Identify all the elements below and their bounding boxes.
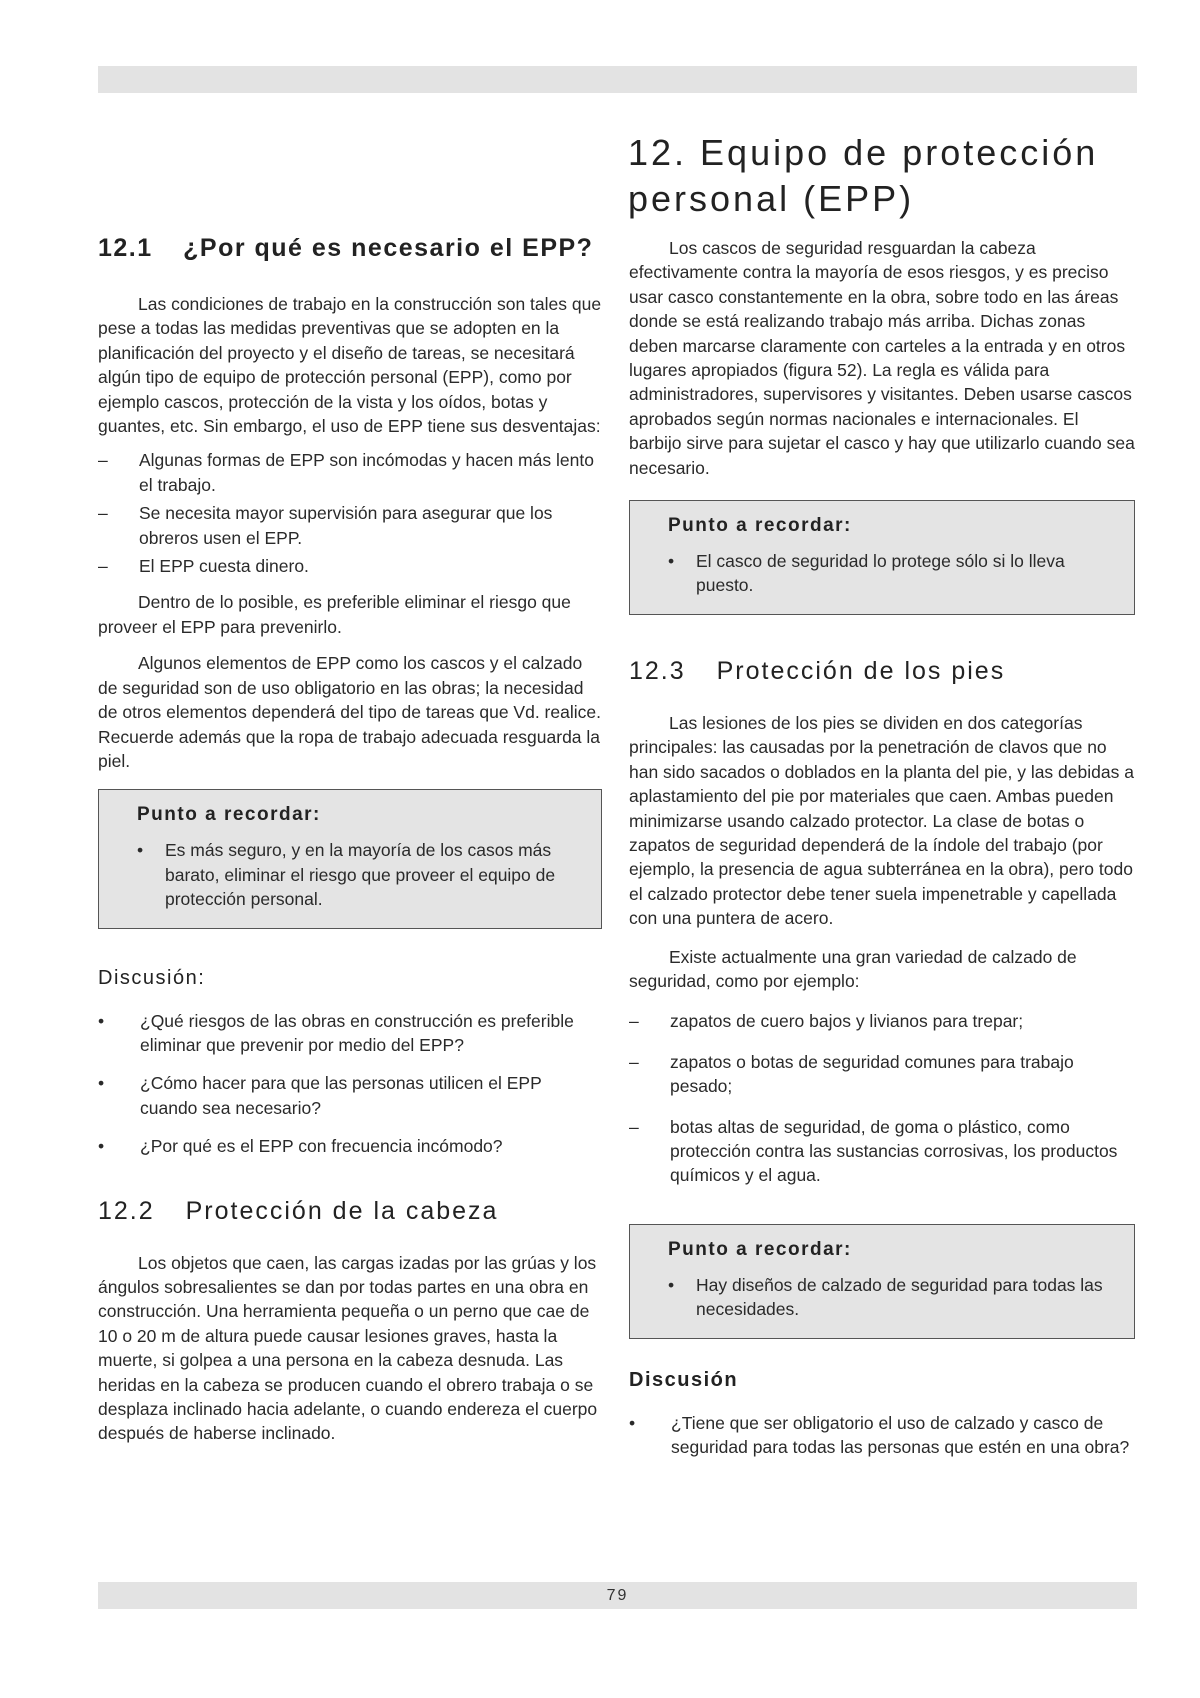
paragraph: Las condiciones de trabajo en la construcción son tales que pese a todas las medidas preventivas que se adopten en la planificación del proyecto y el diseño de tareas, se necesitará algún tipo de equipo de protección personal (EPP), como por ejemplo cascos, protección de la vista y los oídos, botas y guantes, etc. Sin embargo, el uso de EPP tiene sus desventajas: (98, 294, 602, 437)
list-item: – El EPP cuesta dinero. (98, 556, 309, 577)
section-12-2-heading (98, 1195, 602, 1227)
list-item: – zapatos o botas de seguridad comunes para trabajo pesado; (629, 1051, 1074, 1097)
paragraph: Las lesiones de los pies se dividen en dos categorías principales: las causadas por la penetración de clavos que no han sido sacados o doblados en la planta del pie, y las debidas a aplastamiento del pie por materiales que caen. Ambas pueden minimizarse usando calzado protector. La clase de botas o zapatos de seguridad dependerá de la índole del trabajo (por ejemplo, la presencia de agua subterránea en la obra), pero todo el calzado protector debe tener suela impenetrable y capellada con una puntera de acero. (629, 712, 1134, 929)
section-number: 12.3 (629, 656, 686, 685)
paragraph: Dentro de lo posible, es preferible eliminar el riesgo que proveer el EPP para prevenirlo. (98, 592, 571, 637)
paragraph: Existe actualmente una gran variedad de calzado de seguridad, como por ejemplo: (629, 946, 1077, 991)
chapter-title: 12. Equipo de protección personal (EPP) (628, 132, 1099, 219)
discussion-list (98, 1009, 602, 1159)
section-number: 12.1 (98, 234, 153, 262)
discussion-heading: Discusión (629, 1368, 739, 1391)
section-title: Protección de la cabeza (185, 1196, 499, 1225)
reminder-box (629, 1224, 1135, 1339)
discussion-heading: Discusión: (98, 966, 206, 989)
section-12-3-heading (629, 655, 1135, 687)
section-number: 12.2 (98, 1196, 155, 1225)
paragraph: Los objetos que caen, las cargas izadas por las grúas y los ángulos sobresalientes se dan por todas partes en una obra en construcción. Una herramienta pequeña o un perno que cae de 10 o 20 m de altura puede causar lesiones graves, hasta la muerte, si golpea a una persona en la cabeza desnuda. Las heridas en la cabeza se producen cuando el obrero trabaja o se desplaza inclinado hacia adelante, o cuando endereza el cuerpo después de haberse inclinado. (98, 1252, 598, 1444)
discussion-item: • ¿Cómo hacer para que las personas utilicen el EPP cuando sea necesario? (98, 1073, 542, 1118)
disadvantages-list (98, 448, 602, 578)
reminder-title: Punto a recordar: (668, 515, 852, 537)
discussion-item: • ¿Tiene que ser obligatorio el uso de calzado y casco de seguridad para todas las personas que estén en una obra? (629, 1412, 1130, 1457)
reminder-title: Punto a recordar: (668, 1238, 852, 1260)
reminder-box (98, 789, 602, 928)
discussion-list (629, 1411, 1135, 1460)
right-column (629, 236, 1135, 1459)
discussion-item: • ¿Por qué es el EPP con frecuencia incómodo? (98, 1136, 503, 1157)
section-12-1-heading (98, 232, 602, 264)
reminder-item: • Es más seguro, y en la mayoría de los casos más barato, eliminar el riesgo que proveer el equipo de protección personal. (137, 840, 556, 910)
list-item: – zapatos de cuero bajos y livianos para trepar; (629, 1011, 1024, 1032)
paragraph: Algunos elementos de EPP como los cascos y el calzado de seguridad son de uso obligatorio en las obras; la necesidad de otros elementos dependerá del tipo de tareas que Vd. realice. Recuerde además que la ropa de trabajo adecuada resguarda la piel. (98, 653, 601, 771)
list-item: – Algunas formas de EPP son incómodas y hacen más lento el trabajo. (98, 450, 594, 495)
paragraph: Los cascos de seguridad resguardan la cabeza efectivamente contra la mayoría de esos riesgos, y es preciso usar casco constantemente en la obra, sobre todo en las áreas donde se está realizando trabajo más arriba. Dichas zonas deben marcarse claramente con carteles a la entrada y en otros lugares apropiados (figura 52). La regla es válida para administradores, supervisores y visitantes. Deben usarse cascos aprobados según normas nacionales e internacionales. El barbijo sirve para sujetar el casco y hay que utilizarlo cuando sea necesario. (629, 238, 1135, 478)
reminder-item: • El casco de seguridad lo protege sólo si lo lleva puesto. (668, 551, 1065, 596)
page-number: 79 (606, 1587, 629, 1604)
header-bar (98, 66, 1137, 93)
discussion-item: • ¿Qué riesgos de las obras en construcción es preferible eliminar que prevenir por medio del EPP? (98, 1010, 574, 1055)
footer-bar (98, 1582, 1137, 1609)
left-column (98, 232, 602, 1446)
reminder-item: • Hay diseños de calzado de seguridad para todas las necesidades. (668, 1274, 1103, 1320)
reminder-box (629, 500, 1135, 615)
footwear-list (629, 1009, 1135, 1187)
reminder-title: Punto a recordar: (137, 804, 321, 826)
section-title: ¿Por qué es necesario el EPP? (183, 234, 594, 262)
list-item: – Se necesita mayor supervisión para asegurar que los obreros usen el EPP. (98, 503, 553, 548)
list-item: – botas altas de seguridad, de goma o plástico, como protección contra las sustancias corrosivas, los productos químicos y el agua. (629, 1116, 1118, 1186)
section-title: Protección de los pies (716, 656, 1006, 685)
